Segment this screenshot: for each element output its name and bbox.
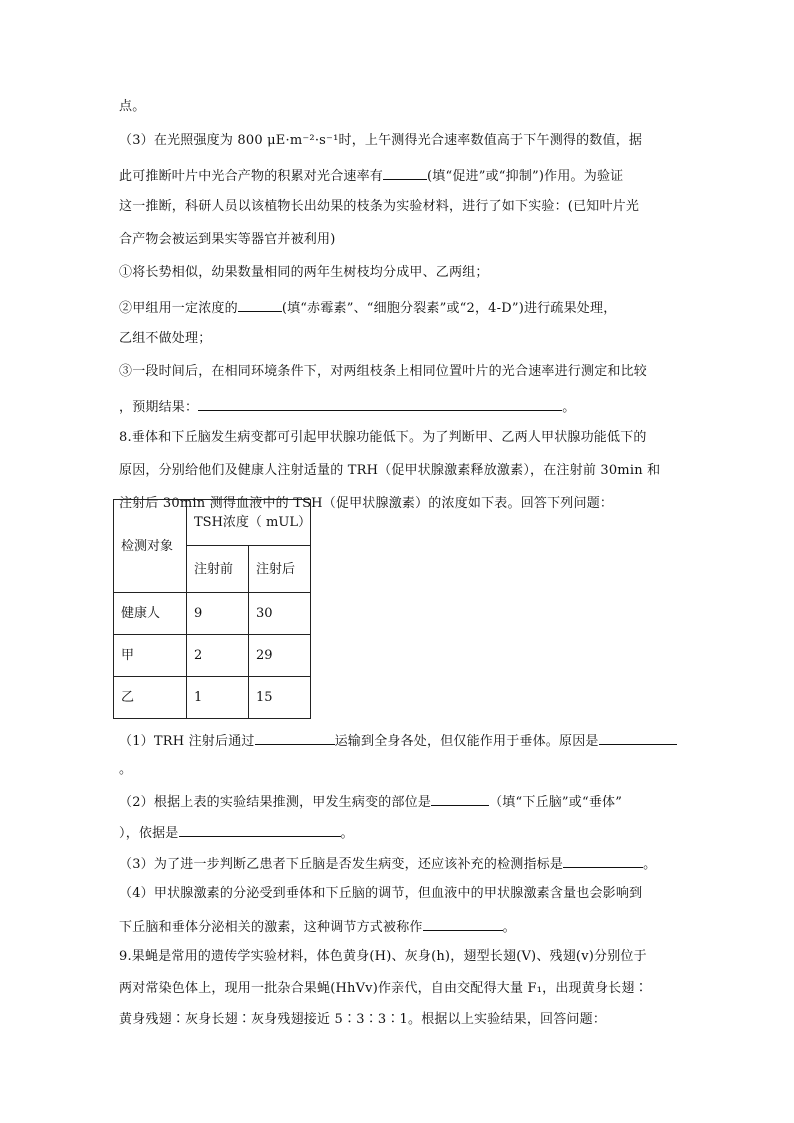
answer-blank xyxy=(383,167,427,180)
answer-blank xyxy=(431,793,489,806)
text-segment: （3）在光照强度为 800 μE·m⁻²·s⁻¹时，上午测得光合速率数值高于下午测得的数值，据 xyxy=(119,133,643,148)
text-segment: (填“促进”或“抑制”)作用。为验证 xyxy=(427,169,624,184)
text-segment: 两对常染色体上，现用一批杂合果蝇(HhVv)作亲代，自由交配得大量 F₁，出现黄身长翅∶ xyxy=(119,981,648,996)
text-line xyxy=(119,1013,679,1026)
table-cell-before: 9 xyxy=(187,593,249,635)
text-segment: ①将长势相似，幼果数量相同的两年生树枝均分成甲、乙两组； xyxy=(119,265,489,280)
table-cell-subject: 乙 xyxy=(114,677,187,719)
text-segment: （4）甲状腺激素的分泌受到垂体和下丘脑的调节，但血液中的甲状腺激素含量也会影响到 xyxy=(119,886,643,901)
answer-blank xyxy=(198,398,562,411)
text-segment: 合产物会被运到果实等器官并被利用) xyxy=(119,232,336,247)
text-line xyxy=(119,299,679,315)
text-line xyxy=(119,763,679,776)
text-line xyxy=(119,918,679,934)
tsh-table xyxy=(113,499,311,719)
table-header-after: 注射后 xyxy=(249,546,311,593)
question-8-line xyxy=(119,431,679,444)
answer-blank xyxy=(563,855,643,868)
text-segment: 注射后 30min 测得血液中的 TSH（促甲状腺激素）的浓度如下表。回答下列问题： xyxy=(119,496,614,511)
table-header-subject: 检测对象 xyxy=(114,500,187,593)
text-segment: 运输到全身各处，但仅能作用于垂体。原因是 xyxy=(334,734,599,749)
text-segment: 黄身残翅∶灰身长翅∶灰身残翅接近 5∶3∶3∶1。根据以上实验结果，回答问题： xyxy=(119,1012,607,1027)
text-line xyxy=(119,887,679,900)
text-segment: ），依据是 xyxy=(119,826,179,841)
table-row xyxy=(114,635,311,677)
text-segment: 9.果蝇是常用的遗传学实验材料，体色黄身(H)、灰身(h)，翅型长翅(V)、残翅(v)分别位于 xyxy=(119,949,647,964)
table-cell-after: 30 xyxy=(249,593,311,635)
question-9-line xyxy=(119,950,679,963)
text-line xyxy=(119,824,679,840)
text-segment: 下丘脑和垂体分泌相关的激素，这种调节方式被称作 xyxy=(119,920,423,935)
text-line xyxy=(119,233,679,246)
text-segment: ，预期结果： xyxy=(119,400,199,415)
answer-blank xyxy=(599,732,677,745)
text-segment: 。 xyxy=(119,762,133,777)
text-segment: 。 xyxy=(562,400,576,415)
text-segment: 乙组不做处理； xyxy=(119,331,212,346)
answer-blank xyxy=(238,299,282,312)
text-segment: （填“下丘脑”或“垂体” xyxy=(489,795,623,810)
text-segment: 。 xyxy=(643,857,657,872)
table-cell-subject: 甲 xyxy=(114,635,187,677)
table-cell-after: 29 xyxy=(249,635,311,677)
text-line xyxy=(119,134,679,147)
text-segment: 原因，分别给他们及健康人注射适量的 TRH（促甲状腺激素释放激素），在注射前 30min 和 xyxy=(119,463,661,478)
text-line xyxy=(119,100,679,113)
text-line xyxy=(119,266,679,279)
text-line xyxy=(119,732,679,748)
table-cell-subject: 健康人 xyxy=(114,593,187,635)
answer-blank xyxy=(423,918,503,931)
text-segment: 。 xyxy=(340,826,354,841)
text-segment: 这一推断，科研人员以该植物长出幼果的枝条为实验材料，进行了如下实验：(已知叶片光 xyxy=(119,199,640,214)
table-header-before: 注射前 xyxy=(187,546,249,593)
text-segment: 点。 xyxy=(119,99,146,114)
text-segment: （2）根据上表的实验结果推测，甲发生病变的部位是 xyxy=(119,795,432,810)
text-line xyxy=(119,398,679,414)
text-segment: ③一段时间后，在相同环境条件下，对两组枝条上相同位置叶片的光合速率进行测定和比较 xyxy=(119,364,648,379)
text-segment: ②甲组用一定浓度的 xyxy=(119,301,238,316)
text-line xyxy=(119,200,679,213)
text-segment: 此可推断叶片中光合产物的积累对光合速率有 xyxy=(119,169,384,184)
table-cell-after: 15 xyxy=(249,677,311,719)
text-line xyxy=(119,464,679,477)
answer-blank xyxy=(179,824,341,837)
text-segment: （3）为了进一步判断乙患者下丘脑是否发生病变，还应该补充的检测指标是 xyxy=(119,857,564,872)
text-line xyxy=(119,793,679,809)
text-segment: (填“赤霉素”、“细胞分裂素”或“2，4-D”)进行疏果处理， xyxy=(281,301,617,316)
text-line xyxy=(119,332,679,345)
table-row xyxy=(114,677,311,719)
table-row xyxy=(114,593,311,635)
text-segment: 8.垂体和下丘脑发生病变都可引起甲状腺功能低下。为了判断甲、乙两人甲状腺功能低下的 xyxy=(119,430,647,445)
table-cell-before: 1 xyxy=(187,677,249,719)
text-segment: 。 xyxy=(502,920,516,935)
answer-blank xyxy=(255,732,335,745)
text-line xyxy=(119,855,679,871)
text-segment: （1）TRH 注射后通过 xyxy=(119,734,255,749)
text-line xyxy=(119,365,679,378)
text-line xyxy=(119,982,679,995)
text-line xyxy=(119,167,679,183)
table-cell-before: 2 xyxy=(187,635,249,677)
table-header-tsh: TSH浓度（ mUL） xyxy=(187,500,311,546)
